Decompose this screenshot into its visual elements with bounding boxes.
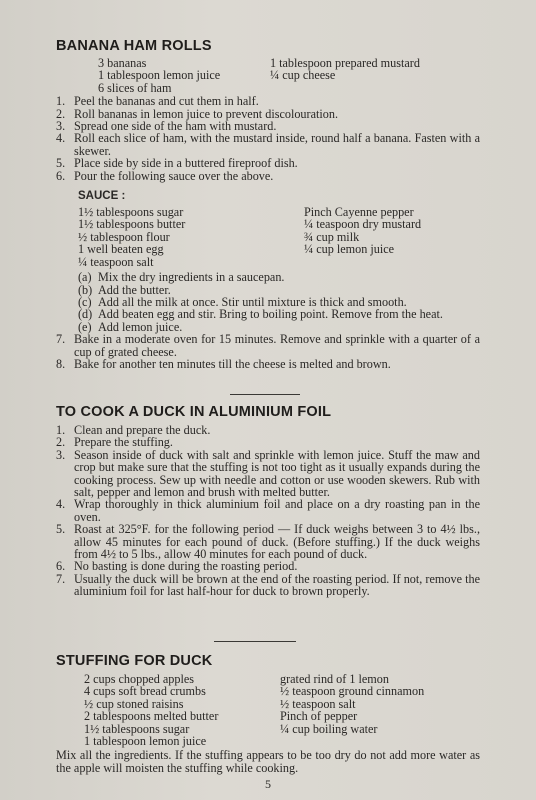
ingredient: 2 cups chopped apples	[84, 672, 194, 686]
step: 6. Pour the following sauce over the above.	[56, 168, 274, 183]
ingredient: Pinch Cayenne pepper	[304, 205, 414, 220]
banana-ingredients-right	[270, 57, 480, 94]
sauce-step: (c) Add all the milk at once. Stir until mixture is thick and smooth.	[78, 294, 407, 309]
ingredient: 6 slices of ham	[98, 80, 172, 95]
ingredient: ½ teaspoon salt	[280, 696, 356, 711]
duck-title: TO COOK A DUCK IN ALUMINIUM FOIL	[56, 404, 332, 420]
ingredient: 2 tablespoons melted butter	[84, 709, 219, 724]
step: 1. Peel the bananas and cut them in half.	[56, 94, 259, 109]
step: 6. No basting is done during the roasting period.	[56, 559, 298, 574]
ingredient: ½ teaspoon ground cinnamon	[280, 684, 425, 699]
ingredient: 1 tablespoon prepared mustard	[270, 56, 420, 70]
ingredient: ½ tablespoon flour	[78, 229, 170, 244]
step: 5. Place side by side in a buttered fireproof dish.	[56, 156, 298, 171]
sauce-step: (a) Mix the dry ingredients in a saucepan.	[78, 270, 285, 285]
section-divider	[230, 394, 300, 395]
stuffing-section	[56, 653, 480, 774]
banana-ingredients-left	[98, 57, 270, 94]
ingredient: 1½ tablespoons butter	[78, 217, 186, 232]
banana-ingredients	[56, 57, 480, 94]
step: 2. Prepare the stuffing.	[56, 435, 173, 450]
sauce-steps	[56, 271, 480, 333]
ingredient: ½ cup stoned raisins	[84, 696, 184, 711]
ingredient: ¼ cup boiling water	[280, 721, 378, 736]
sauce-ingredients-left	[78, 206, 304, 268]
ingredient: ¼ cup lemon juice	[304, 242, 395, 257]
step: 3. Season inside of duck with salt and sprinkle with lemon juice. Stuff the maw and crop but make sure that the stuffing is not too tight as it usually expands during the cooking process. Sew up with needle and cotton or use wooden skewers. Rub with salt, pepper and lemon and brush with melted butter.	[56, 447, 480, 500]
sauce-block	[56, 190, 480, 268]
ingredient: 1 well beaten egg	[78, 242, 164, 257]
step: 7. Usually the duck will be brown at the end of the roasting period. If not, remove the aluminium foil for last half-hour for duck to brown properly.	[56, 571, 480, 599]
sauce-ingredients	[78, 206, 480, 268]
stuffing-ingredients-left	[84, 673, 280, 747]
page-number: 5	[265, 777, 271, 791]
banana-steps-after	[56, 333, 480, 370]
sauce-ingredients-right	[304, 206, 480, 268]
duck-section	[56, 404, 480, 598]
ingredient: 1 tablespoon lemon juice	[84, 734, 207, 749]
sauce-title: SAUCE :	[78, 190, 126, 203]
ingredient: ¾ cup milk	[304, 229, 360, 244]
ingredient: Pinch of pepper	[280, 709, 358, 724]
ingredient: 4 cups soft bread crumbs	[84, 684, 206, 699]
ingredient: 3 bananas	[98, 56, 147, 70]
step: 7. Bake in a moderate oven for 15 minutes. Remove and sprinkle with a quarter of a cup of grated cheese.	[56, 332, 480, 359]
ingredient: ¼ cup cheese	[270, 68, 336, 83]
ingredient: 1½ tablespoons sugar	[84, 721, 190, 736]
banana-ham-rolls-section	[56, 38, 480, 370]
stuffing-note: Mix all the ingredients. If the stuffing appears to be too dry do not add more water as the apple will moisten the stuffing while cooking.	[56, 748, 480, 775]
ingredient: 1½ tablespoons sugar	[78, 205, 184, 220]
ingredient: ¼ teaspoon salt	[78, 254, 154, 269]
stuffing-ingredients	[56, 673, 480, 747]
step: 5. Roast at 325°F. for the following period — If duck weighs between 3 to 4½ lbs., allow 45 minutes for each pound of duck. (Before stuffing.) If the duck weighs from 4½ to 5 lbs., allow 40 minutes for each pound of duck.	[56, 522, 480, 562]
step: 8. Bake for another ten minutes till the cheese is melted and brown.	[56, 356, 391, 371]
step: 3. Spread one side of the ham with mustard.	[56, 119, 277, 134]
ingredient: ¼ teaspoon dry mustard	[304, 217, 422, 232]
banana-title: BANANA HAM ROLLS	[56, 38, 212, 54]
sauce-step: (d) Add beaten egg and stir. Bring to boiling point. Remove from the heat.	[78, 307, 443, 322]
step: 4. Wrap thoroughly in thick aluminium foil and place on a dry roasting pan in the oven.	[56, 497, 480, 524]
sauce-step: (b) Add the butter.	[78, 282, 171, 297]
step: 1. Clean and prepare the duck.	[56, 423, 211, 437]
duck-steps	[56, 424, 480, 598]
stuffing-ingredients-right	[280, 673, 480, 747]
ingredient: grated rind of 1 lemon	[280, 672, 389, 686]
banana-steps	[56, 95, 480, 182]
step: 2. Roll bananas in lemon juice to prevent discolouration.	[56, 106, 339, 121]
stuffing-title: STUFFING FOR DUCK	[56, 653, 213, 669]
section-divider	[214, 641, 296, 642]
sauce-step: (e) Add lemon juice.	[78, 319, 183, 334]
ingredient: 1 tablespoon lemon juice	[98, 68, 221, 83]
step: 4. Roll each slice of ham, with the mustard inside, round half a banana. Fasten with a skewer.	[56, 131, 480, 158]
